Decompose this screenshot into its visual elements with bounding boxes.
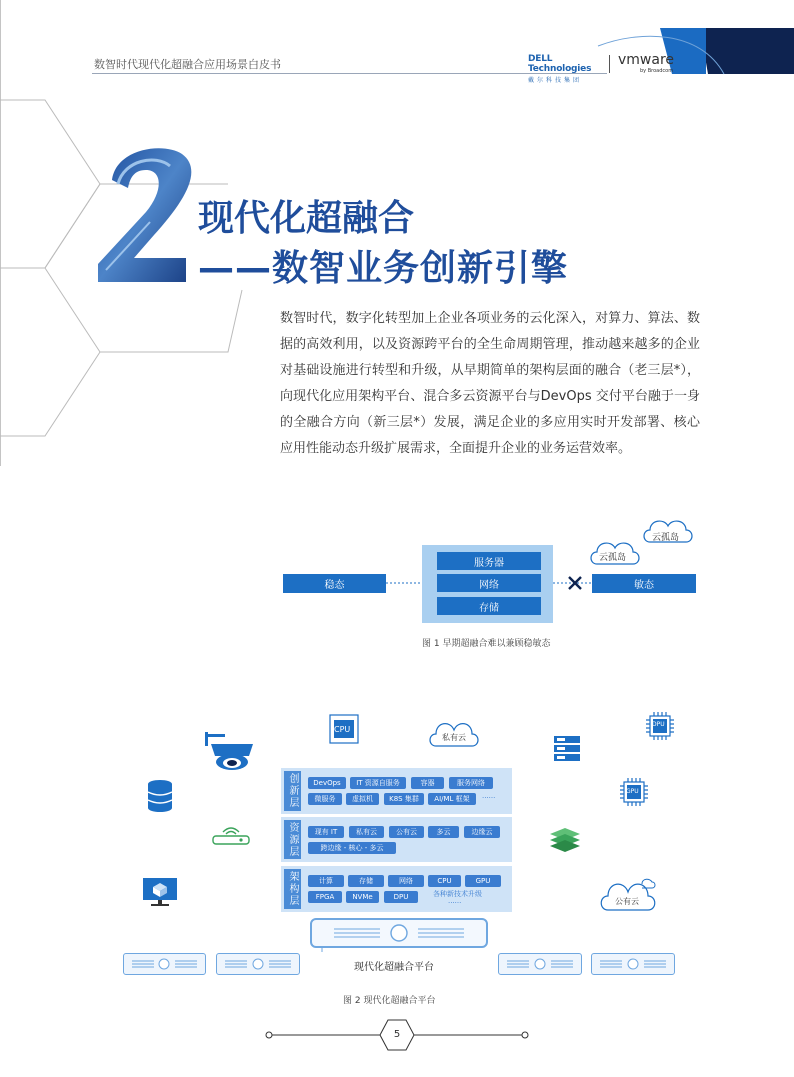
layer-chip: AI/ML 框架 — [428, 793, 476, 805]
vmware-logo — [618, 52, 688, 74]
storage-box: 存储 — [437, 597, 541, 615]
public-cloud-label: 公有云 — [615, 897, 639, 906]
layer-more-text: ...... — [448, 897, 462, 905]
camera-icon — [203, 730, 259, 774]
layer-chip: 存储 — [348, 875, 384, 887]
architecture-layer-tag: 架构层 — [284, 869, 301, 909]
layer-chip: 公有云 — [389, 826, 424, 838]
server-rack-icon — [552, 734, 582, 764]
dell-brand-text: DELL Technologies — [528, 54, 592, 74]
logo-divider — [609, 55, 610, 73]
agile-state-box: 敏态 — [592, 574, 696, 593]
layer-chip: 跨边缘 - 核心 - 多云 — [308, 842, 396, 854]
layer-chip: 计算 — [308, 875, 344, 887]
figure1-caption: 图 1 早期超融合难以兼顾稳敏态 — [422, 639, 551, 649]
cloud-label-1: 云孤岛 — [599, 553, 627, 563]
server-box: 服务器 — [437, 552, 541, 570]
cpu-icon-label: CPU — [334, 725, 351, 734]
layer-chip: DPU — [384, 891, 418, 903]
layer-chip: 现有 IT — [308, 826, 344, 838]
layer-chip: IT 资源自服务 — [350, 777, 406, 789]
chapter-title-line1: 现代化超融合 — [198, 198, 415, 239]
storage-stack-icon — [548, 826, 582, 854]
chapter-title-line2: ——数智业务创新引擎 — [198, 248, 569, 289]
layer-chip: 虚拟机 — [346, 793, 379, 805]
platform-server — [310, 918, 488, 948]
layer-chip: 多云 — [428, 826, 459, 838]
server-unit — [498, 953, 582, 975]
layer-chip: DevOps — [308, 777, 346, 789]
layer-chip: 网络 — [388, 875, 424, 887]
innovation-layer-tag: 创新层 — [284, 771, 301, 811]
server-unit — [591, 953, 675, 975]
layer-chip: 微服务 — [308, 793, 342, 805]
dell-logo — [528, 54, 602, 84]
layer-chip: 容器 — [411, 777, 444, 789]
innovation-layer-panel — [281, 768, 512, 814]
figure2-caption: 图 2 现代化超融合平台 — [343, 996, 436, 1006]
layer-chip: NVMe — [346, 891, 379, 903]
layer-chip: 私有云 — [349, 826, 384, 838]
layer-chip: 服务网络 — [449, 777, 493, 789]
body-paragraph: 数智时代，数字化转型加上企业各项业务的云化深入，对算力、算法、数据的高效利用，以及资源跨平台的全生命周期管理，推动越来越多的企业对基础设施进行转型和升级，从早期简单的架构层面的融合（老三层*），向现代化应用架构平台、混合多云资源平台与DevOps 交付平台融于一身的全融合方向（新三层*）发展，满足企业的多应用实时开发部署、核心应用性能动态升级扩展需求，全面提升企业的业务运营效率。 — [280, 311, 700, 456]
gpu-icon-label: GPU — [626, 788, 639, 795]
resource-layer-panel — [281, 817, 512, 862]
document-title: 数智时代现代化超融合应用场景白皮书 — [94, 58, 281, 71]
cloud-label-2: 云孤岛 — [652, 533, 680, 543]
page-number: 5 — [393, 1028, 401, 1040]
vmware-sub-text: by Broadcom — [640, 68, 674, 74]
chapter-number-graphic — [94, 140, 204, 290]
layer-chip: 边缘云 — [464, 826, 500, 838]
steady-state-box: 稳态 — [283, 574, 386, 593]
network-box: 网络 — [437, 574, 541, 592]
layer-chip: K8S 集群 — [384, 793, 424, 805]
layer-note-text: 各种新技术升级 — [433, 890, 482, 898]
close-icon — [567, 575, 583, 591]
server-unit — [216, 953, 300, 975]
layer-chip: FPGA — [308, 891, 342, 903]
layer-chip: CPU — [428, 875, 461, 887]
router-icon — [211, 822, 251, 846]
vmware-brand-text: vmware — [618, 52, 675, 68]
server-unit — [123, 953, 206, 975]
private-cloud-label: 私有云 — [442, 733, 466, 742]
database-icon — [146, 779, 174, 813]
monitor-icon — [141, 876, 179, 908]
dpu-icon-label: DPU — [652, 721, 665, 728]
dell-sub-text: 戴尔科技集团 — [528, 77, 583, 84]
cloud-icon — [596, 874, 660, 914]
layer-more-text: ...... — [482, 792, 496, 800]
resource-layer-tag: 资源层 — [284, 820, 301, 859]
layer-chip: GPU — [465, 875, 501, 887]
platform-label: 现代化超融合平台 — [354, 962, 434, 973]
